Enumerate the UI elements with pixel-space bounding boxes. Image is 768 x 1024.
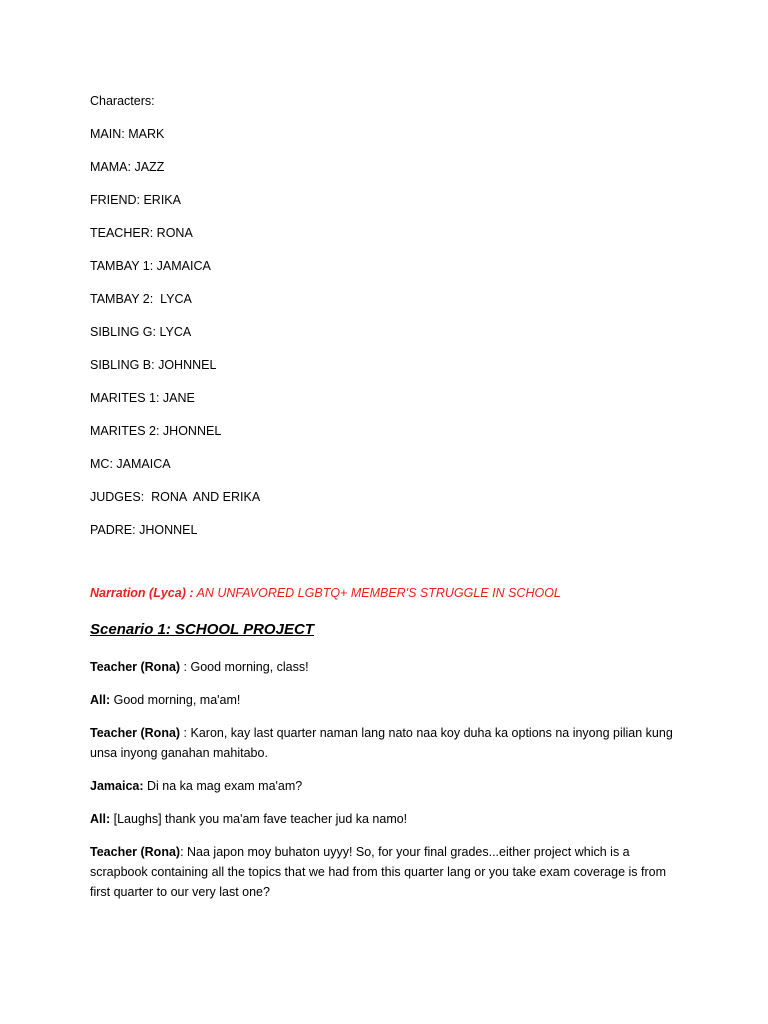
character-entry: FRIEND: ERIKA: [90, 193, 181, 207]
dialogue-speaker: All:: [90, 693, 111, 707]
character-entry: MARITES 2: JHONNEL: [90, 424, 222, 438]
character-entry: TAMBAY 2: LYCA: [90, 292, 192, 306]
character-entry: MARITES 1: JANE: [90, 391, 195, 405]
dialogue-text: Naa japon moy buhaton uyyy! So, for your final grades...either project which is a scrapbook containing all the topics that we had from this quarter lang or you take exam coverage is from first quarter to our very last one?: [90, 845, 666, 899]
dialogue-line: [90, 809, 680, 829]
dialogue-text: Good morning, ma'am!: [113, 693, 241, 707]
character-entry: SIBLING B: JOHNNEL: [90, 358, 217, 372]
dialogue-separator: :: [180, 726, 191, 740]
narration-line: [90, 586, 561, 600]
scenario-title: Scenario 1: SCHOOL PROJECT: [90, 621, 314, 638]
narration-text: AN UNFAVORED LGBTQ+ MEMBER'S STRUGGLE IN SCHOOL: [193, 586, 561, 600]
dialogue-line: [90, 723, 680, 763]
dialogue-speaker: Jamaica:: [90, 779, 144, 793]
character-list: [90, 93, 680, 555]
character-entry: SIBLING G: LYCA: [90, 325, 192, 339]
dialogue-text: Di na ka mag exam ma'am?: [147, 779, 303, 793]
character-entry: MAIN: MARK: [90, 127, 165, 141]
dialogue-text: Karon, kay last quarter naman lang nato naa koy duha ka options na inyong pilian kung unsa inyong ganahan mahitabo.: [90, 726, 673, 760]
dialogue-line: [90, 776, 680, 796]
character-entry: PADRE: JHONNEL: [90, 523, 198, 537]
character-entry: TAMBAY 1: JAMAICA: [90, 259, 211, 273]
dialogue-speaker: Teacher (Rona): [90, 660, 181, 674]
character-entry: MC: JAMAICA: [90, 457, 171, 471]
dialogue-separator: :: [180, 660, 191, 674]
character-entry: MAMA: JAZZ: [90, 160, 165, 174]
dialogue-text: Good morning, class!: [190, 660, 309, 674]
dialogue-text: [Laughs] thank you ma'am fave teacher jud ka namo!: [113, 812, 408, 826]
character-list-section: [90, 93, 680, 555]
character-entry: JUDGES: RONA AND ERIKA: [90, 490, 261, 504]
dialogue-line: [90, 657, 680, 677]
character-entry: TEACHER: RONA: [90, 226, 193, 240]
dialogue-speaker: Teacher (Rona): [90, 726, 181, 740]
characters-heading: Characters:: [90, 94, 155, 108]
dialogue-line: [90, 842, 680, 902]
dialogue-speaker: All:: [90, 812, 111, 826]
dialogue-line: [90, 690, 680, 710]
dialogue-separator: :: [180, 845, 188, 859]
dialogue-speaker: Teacher (Rona): [90, 845, 181, 859]
narration-label: Narration (Lyca) :: [90, 586, 194, 600]
